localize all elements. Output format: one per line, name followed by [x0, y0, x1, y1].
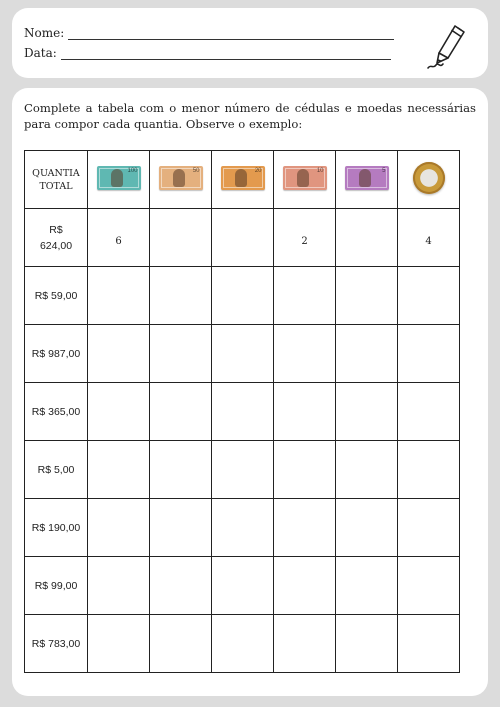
table-row [25, 383, 460, 441]
date-label: Data: [24, 46, 57, 60]
banknote-100-icon: 100 [97, 166, 141, 190]
answer-cell[interactable] [274, 325, 336, 383]
instructions-text: Complete a tabela com o menor número de cédulas e moedas necessárias para compor cada quantia. Observe o exemplo: [24, 101, 476, 131]
amount-cell: R$ 365,00 [25, 383, 88, 441]
answer-cell[interactable] [212, 441, 274, 499]
header-note-50 [150, 151, 212, 209]
header-card [12, 8, 488, 78]
header-note-100 [88, 151, 150, 209]
answer-cell[interactable] [212, 325, 274, 383]
amount-cell: R$ 99,00 [25, 557, 88, 615]
date-input-line[interactable] [61, 58, 391, 60]
example-amount-currency: R$ [49, 223, 63, 236]
answer-cell[interactable] [398, 325, 460, 383]
answer-cell[interactable] [398, 557, 460, 615]
table-row [25, 267, 460, 325]
banknote-50-icon: 50 [159, 166, 203, 190]
answer-cell[interactable] [336, 325, 398, 383]
answer-cell[interactable] [212, 499, 274, 557]
name-field[interactable] [24, 26, 394, 40]
answer-cell[interactable] [398, 615, 460, 673]
table-row [25, 441, 460, 499]
answer-cell[interactable] [212, 383, 274, 441]
answer-cell[interactable] [398, 383, 460, 441]
header-note-20 [212, 151, 274, 209]
coin-1-real-icon [413, 162, 445, 194]
answer-cell[interactable] [88, 267, 150, 325]
table-row [25, 615, 460, 673]
answer-cell[interactable] [336, 615, 398, 673]
answer-cell[interactable] [150, 557, 212, 615]
answer-cell[interactable] [150, 615, 212, 673]
amount-cell: R$ 190,00 [25, 499, 88, 557]
answer-cell[interactable] [274, 383, 336, 441]
answer-cell[interactable] [274, 441, 336, 499]
answer-cell[interactable] [336, 499, 398, 557]
name-label: Nome: [24, 26, 65, 40]
worksheet-card [12, 88, 488, 696]
answer-cell[interactable] [398, 499, 460, 557]
name-input-line[interactable] [68, 38, 394, 40]
table-row-example [25, 209, 460, 267]
date-field[interactable] [24, 46, 391, 60]
header-label-line2: TOTAL [39, 180, 73, 192]
banknote-20-icon: 20 [221, 166, 265, 190]
answer-cell[interactable] [212, 267, 274, 325]
money-table [24, 150, 460, 673]
answer-cell[interactable] [212, 557, 274, 615]
banknote-5-icon: 5 [345, 166, 389, 190]
answer-cell[interactable] [336, 209, 398, 267]
answer-cell[interactable] [88, 383, 150, 441]
answer-cell[interactable] [398, 267, 460, 325]
answer-cell[interactable]: 2 [274, 209, 336, 267]
answer-cell[interactable] [336, 557, 398, 615]
amount-cell: R$ 783,00 [25, 615, 88, 673]
table-row [25, 325, 460, 383]
answer-cell[interactable] [274, 557, 336, 615]
table-header-row [25, 151, 460, 209]
answer-cell[interactable] [88, 557, 150, 615]
amount-cell: R$ 59,00 [25, 267, 88, 325]
header-label-line1: QUANTIA [32, 167, 80, 179]
answer-cell[interactable] [274, 499, 336, 557]
header-note-5 [336, 151, 398, 209]
answer-cell[interactable]: 6 [88, 209, 150, 267]
pencil-icon [422, 22, 472, 72]
answer-cell[interactable]: 4 [398, 209, 460, 267]
answer-cell[interactable] [336, 441, 398, 499]
answer-cell[interactable] [212, 615, 274, 673]
answer-cell[interactable] [150, 499, 212, 557]
answer-cell[interactable] [336, 383, 398, 441]
answer-cell[interactable] [150, 267, 212, 325]
example-amount-value: 624,00 [39, 239, 73, 252]
answer-cell[interactable] [88, 325, 150, 383]
header-coin-1 [398, 151, 460, 209]
header-note-10 [274, 151, 336, 209]
amount-cell: R$ 987,00 [25, 325, 88, 383]
amount-cell [25, 209, 88, 267]
answer-cell[interactable] [398, 441, 460, 499]
answer-cell[interactable] [212, 209, 274, 267]
banknote-10-icon: 10 [283, 166, 327, 190]
answer-cell[interactable] [88, 499, 150, 557]
answer-cell[interactable] [150, 441, 212, 499]
amount-cell: R$ 5,00 [25, 441, 88, 499]
answer-cell[interactable] [336, 267, 398, 325]
answer-cell[interactable] [150, 325, 212, 383]
answer-cell[interactable] [88, 441, 150, 499]
answer-cell[interactable] [150, 209, 212, 267]
header-total-cell [25, 151, 88, 209]
answer-cell[interactable] [274, 615, 336, 673]
answer-cell[interactable] [150, 383, 212, 441]
table-row [25, 499, 460, 557]
table-row [25, 557, 460, 615]
answer-cell[interactable] [88, 615, 150, 673]
answer-cell[interactable] [274, 267, 336, 325]
